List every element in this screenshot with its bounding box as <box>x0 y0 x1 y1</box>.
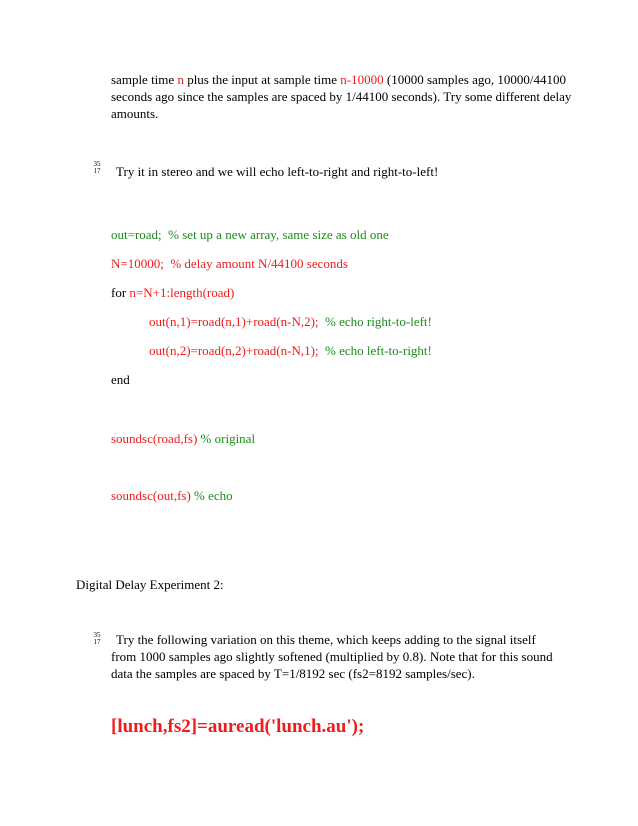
code-line-end: end <box>111 372 130 387</box>
code-line-for: for n=N+1:length(road) <box>111 285 235 300</box>
code-line-n: N=10000; % delay amount N/44100 seconds <box>111 256 348 271</box>
intro-var-n-delay: n-10000 <box>340 72 384 87</box>
code-line-soundsc-road: soundsc(road,fs) % original <box>111 431 256 446</box>
intro-var-n: n <box>177 72 184 87</box>
bullet-marker-1: 35 17 <box>93 160 101 175</box>
code-line-out1: out(n,1)=road(n,1)+road(n-N,2); % echo right-to-left! <box>149 314 432 329</box>
section-heading: Digital Delay Experiment 2: <box>76 577 224 592</box>
intro-paragraph <box>111 71 581 122</box>
code-line-soundsc-out: soundsc(out,fs) % echo <box>111 488 233 503</box>
bullet-text-2: Try the following variation on this theme, which keeps adding to the signal itself from 1000 samples ago slightly softened (multiplied by 0.8). Note that for this sound data the samples are spaced by T=1/8192 sec (fs2=8192 samples/sec). <box>111 632 553 681</box>
bullet-marker-2: 35 17 <box>93 631 101 646</box>
intro-text-2: plus the input at sample time <box>183 72 341 87</box>
code-line-auread: [lunch,fs2]=auread('lunch.au'); <box>111 716 365 737</box>
code-line-out: out=road; % set up a new array, same size as old one <box>111 227 389 242</box>
code-line-out2: out(n,2)=road(n,2)+road(n-N,1); % echo left-to-right! <box>149 343 432 358</box>
bullet-text-1: Try it in stereo and we will echo left-to-right and right-to-left! <box>116 164 439 179</box>
intro-text-3: (10000 samples ago, 10000/44100 seconds ago since the samples are spaced by 1/44100 seconds). Try some different delay amounts. <box>111 72 572 121</box>
intro-text-1: sample time <box>111 72 178 87</box>
